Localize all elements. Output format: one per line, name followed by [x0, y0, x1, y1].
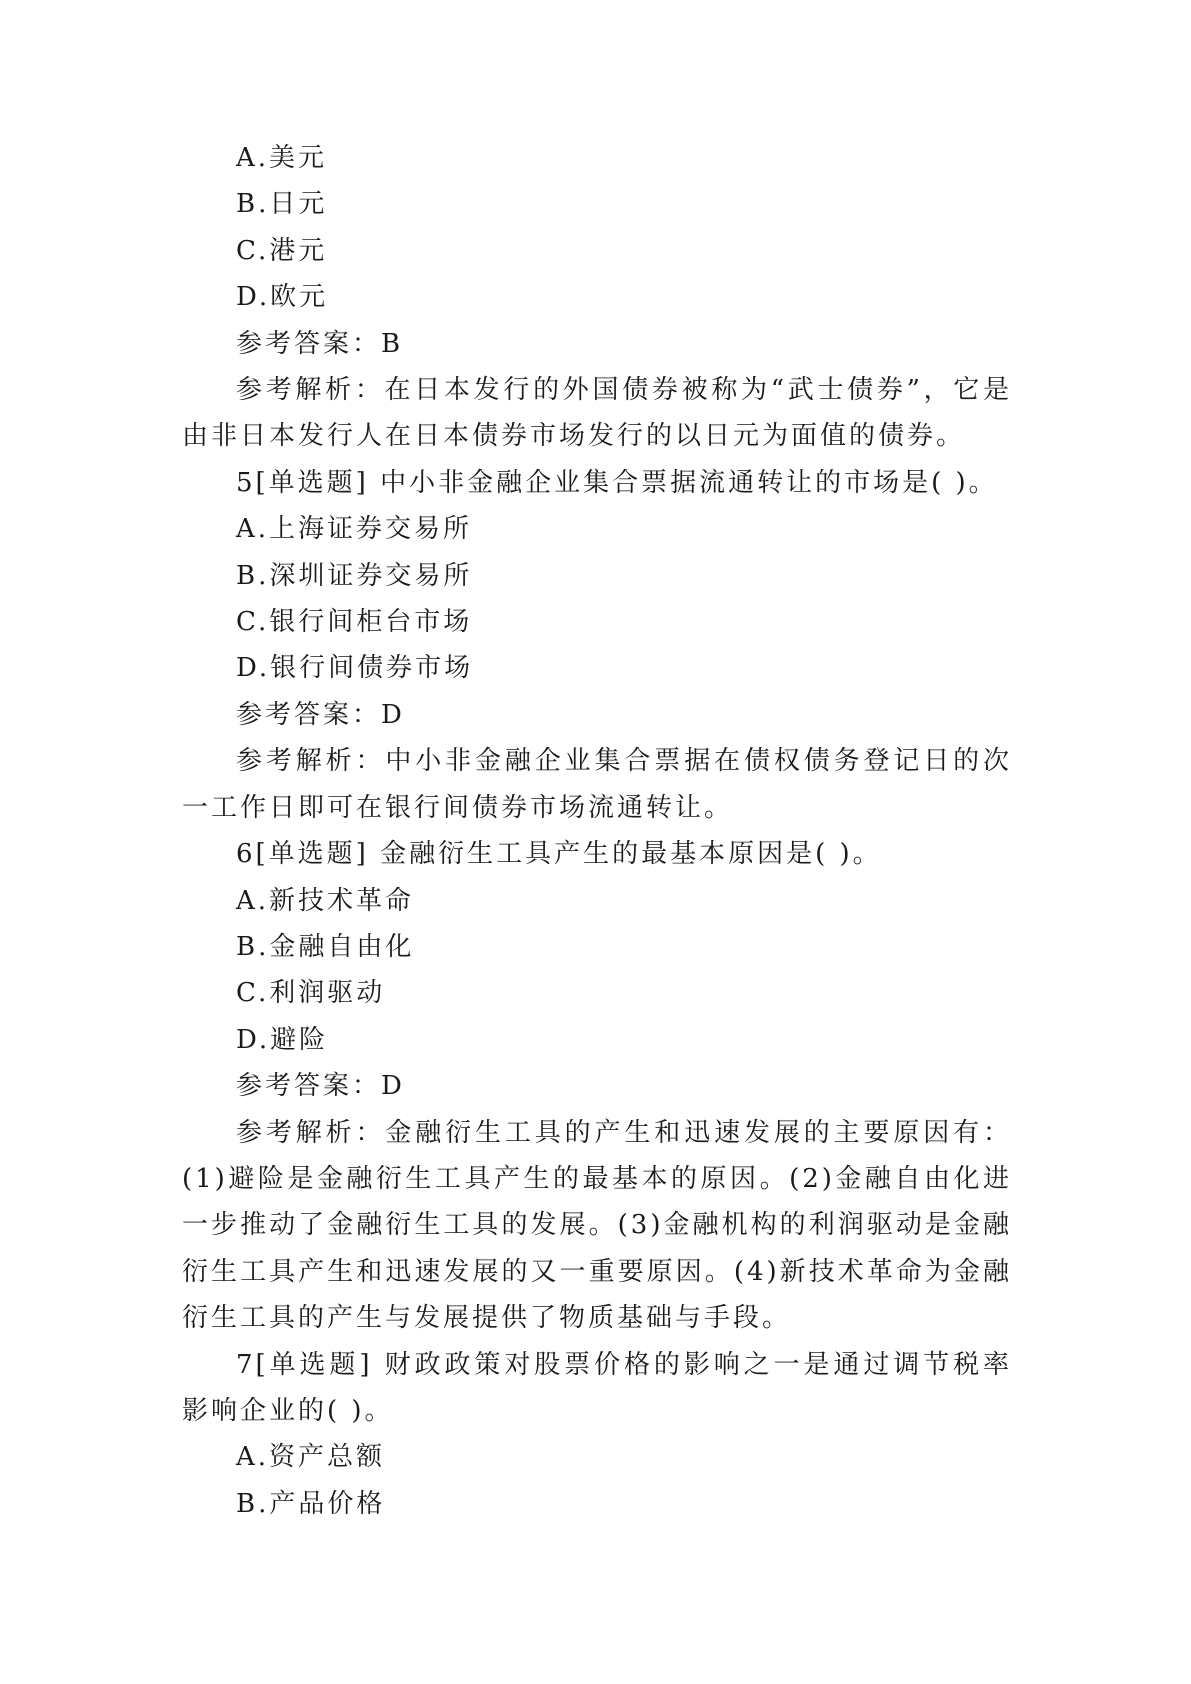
q6-option-c: C.利润驱动 — [236, 978, 386, 1009]
q4-option-d: D.欧元 — [236, 282, 329, 313]
q6-option-d: D.避险 — [236, 1024, 329, 1055]
q5-option-b: B.深圳证券交易所 — [236, 560, 473, 591]
q6-option-a: A.新技术革命 — [236, 885, 415, 916]
q6-option-b: B.金融自由化 — [236, 931, 415, 962]
q5-answer: 参考答案：D — [236, 699, 405, 730]
q4-option-b: B.日元 — [236, 189, 328, 220]
q6-answer: 参考答案：D — [236, 1071, 405, 1102]
q4-answer: 参考答案：B — [236, 328, 404, 359]
q5-option-d: D.银行间债券市场 — [236, 653, 474, 684]
q4-analysis: 参考解析：在日本发行的外国债券被称为“武士债券”，它是由非日本发行人在日本债券市场发行的以日元为面值的债券。 — [182, 375, 1012, 452]
q5-option-a: A.上海证券交易所 — [236, 514, 473, 545]
q5-option-c: C.银行间柜台市场 — [236, 607, 473, 638]
q7-option-b: B.产品价格 — [236, 1488, 386, 1519]
q7-option-a: A.资产总额 — [236, 1442, 386, 1473]
q6-analysis: 参考解析：金融衍生工具的产生和迅速发展的主要原因有：(1)避险是金融衍生工具产生的最基本的原因。(2)金融自由化进一步推动了金融衍生工具的发展。(3)金融机构的利润驱动是金融衍生工具产生和迅速发展的又一重要原因。(4)新技术革命为金融衍生工具的产生与发展提供了物质基础与手段。 — [182, 1117, 1012, 1334]
q5-analysis: 参考解析：中小非金融企业集合票据在债权债务登记日的次一工作日即可在银行间债券市场流通转让。 — [182, 746, 1012, 823]
question-content — [182, 135, 1012, 1527]
q4-option-c: C.港元 — [236, 235, 328, 266]
q7-question: 7[单选题] 财政政策对股票价格的影响之一是通过调节税率影响企业的( )。 — [182, 1349, 1012, 1426]
q6-question: 6[单选题] 金融衍生工具产生的最基本原因是( )。 — [236, 839, 882, 870]
q5-question: 5[单选题] 中小非金融企业集合票据流通转让的市场是( )。 — [236, 467, 998, 498]
q4-option-a: A.美元 — [236, 143, 328, 173]
